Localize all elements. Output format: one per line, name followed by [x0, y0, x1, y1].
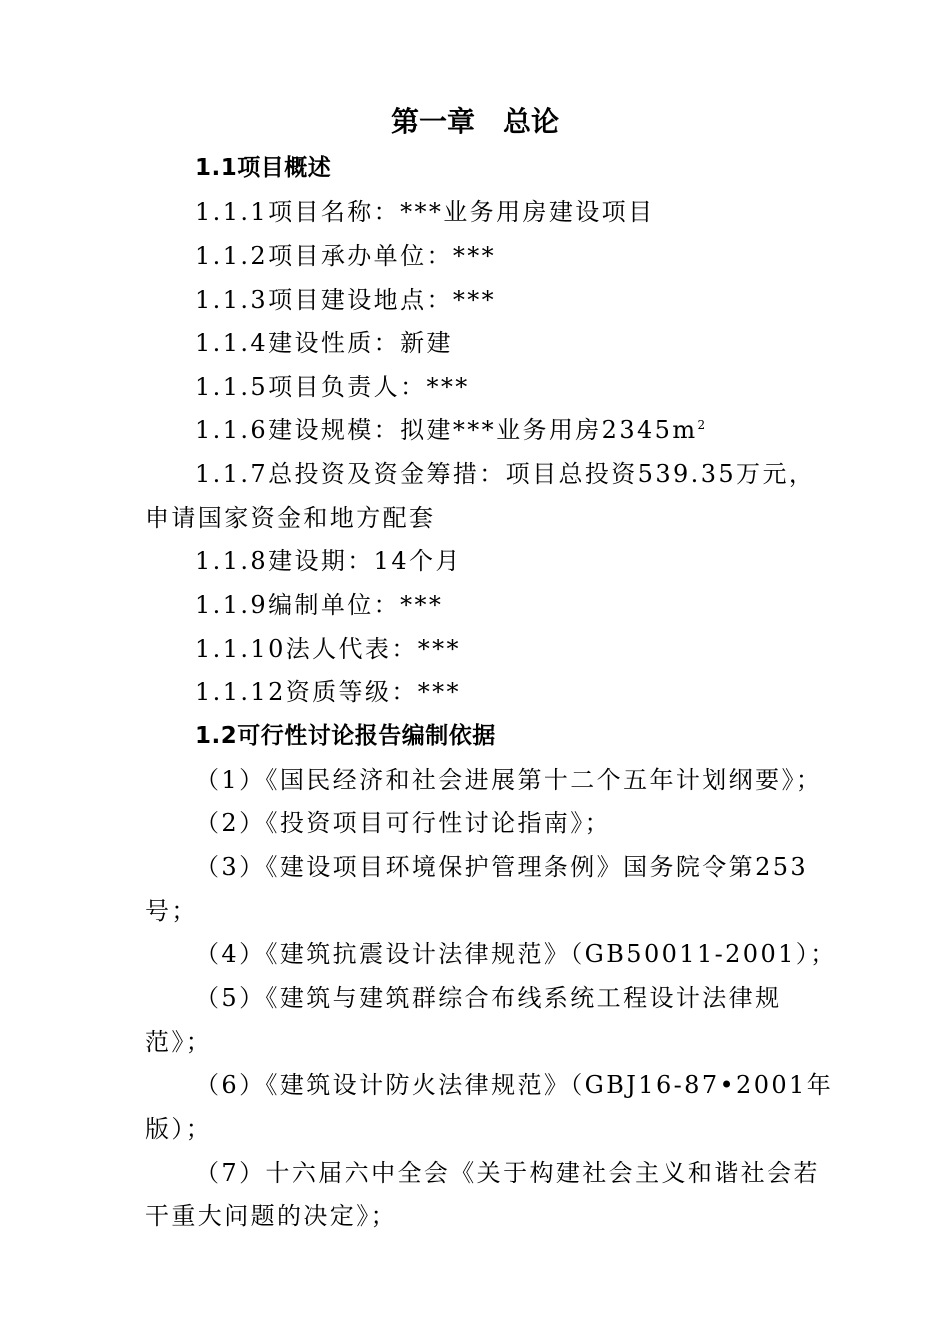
overview-item-qualification-grade: 1.1.12资质等级：*** — [195, 678, 461, 706]
scale-unit-superscript: 2 — [697, 418, 708, 432]
section-heading-basis: 1.2可行性讨论报告编制依据 — [195, 723, 496, 749]
basis-item-6-continued: 版）； — [145, 1115, 213, 1143]
basis-item-3-continued: 号； — [145, 897, 198, 925]
basis-item-5: （5）《建筑与建筑群综合布线系统工程设计法律规 — [195, 984, 782, 1012]
basis-item-2: （2）《投资项目可行性讨论指南》； — [195, 809, 612, 837]
basis-item-3: （3）《建设项目环境保护管理条例》国务院令第253 — [195, 853, 809, 881]
overview-item-project-name: 1.1.1项目名称：***业务用房建设项目 — [195, 198, 655, 226]
overview-item-investment-continued: 申请国家资金和地方配套 — [145, 504, 436, 532]
basis-item-4: （4）《建筑抗震设计法律规范》（GB50011-2001）； — [195, 940, 837, 968]
basis-item-7-continued: 干重大问题的决定》； — [145, 1202, 397, 1230]
basis-item-5-continued: 范》； — [145, 1028, 213, 1056]
overview-item-nature: 1.1.4建设性质：新建 — [195, 329, 453, 357]
overview-item-undertaking-unit: 1.1.2项目承办单位：*** — [195, 242, 497, 270]
overview-item-scale-text: 1.1.6建设规模：拟建***业务用房2345m — [195, 416, 698, 444]
basis-item-7: （7）十六届六中全会《关于构建社会主义和谐社会若 — [195, 1159, 820, 1187]
basis-item-6: （6）《建筑设计防火法律规范》（GBJ16-87•2001年 — [195, 1071, 834, 1099]
chapter-title: 第一章 总论 — [390, 105, 559, 138]
section-heading-overview: 1.1项目概述 — [195, 155, 332, 181]
overview-item-person-in-charge: 1.1.5项目负责人：*** — [195, 373, 470, 401]
overview-item-investment: 1.1.7总投资及资金筹措：项目总投资539.35万元， — [195, 460, 816, 488]
overview-item-legal-representative: 1.1.10法人代表：*** — [195, 635, 461, 663]
overview-item-compiling-unit: 1.1.9编制单位：*** — [195, 591, 444, 619]
overview-item-location: 1.1.3项目建设地点：*** — [195, 286, 497, 314]
overview-item-scale — [195, 414, 815, 446]
overview-item-construction-period: 1.1.8建设期：14个月 — [195, 547, 462, 575]
basis-item-1: （1）《国民经济和社会进展第十二个五年计划纲要》； — [195, 766, 823, 794]
